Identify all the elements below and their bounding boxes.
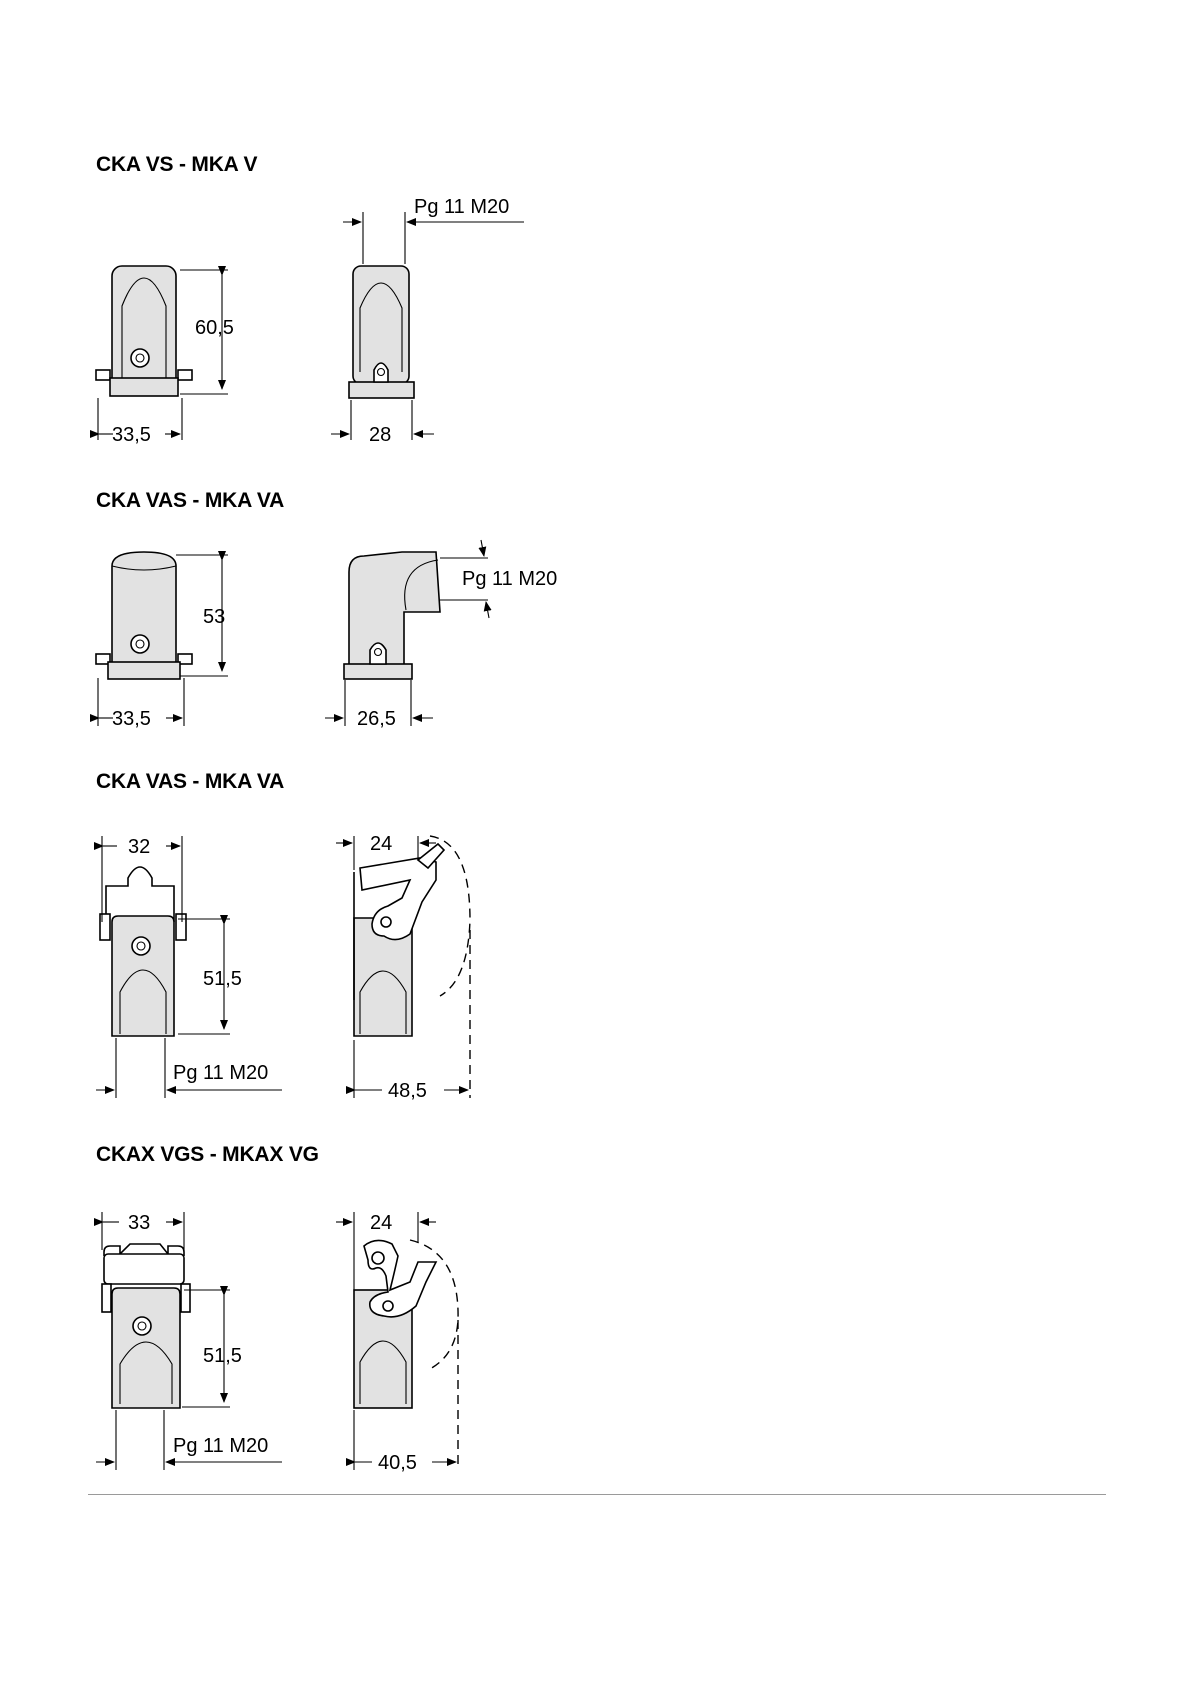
front-view-1 (96, 266, 192, 396)
section-title-4: CKAX VGS - MKAX VG (96, 1143, 319, 1166)
side-top-width-label-3: 24 (370, 833, 393, 855)
top-width-label-4: 33 (128, 1212, 151, 1234)
front-view-2 (96, 552, 192, 679)
side-top-width-label-4: 24 (370, 1212, 393, 1234)
section-title-1: CKA VS - MKA V (96, 153, 258, 176)
swing-label-4: 40,5 (378, 1452, 417, 1474)
drawing-section-4 (0, 1193, 1192, 1478)
entry-label-1: Pg 11 M20 (414, 196, 510, 218)
side-view-3 (354, 844, 444, 1036)
entry-label-4: Pg 11 M20 (173, 1435, 269, 1457)
side-view-2 (344, 552, 440, 679)
front-view-3 (100, 867, 186, 1036)
height-label-3: 51,5 (203, 968, 242, 990)
width-label-1: 33,5 (112, 424, 151, 446)
height-label-2: 53 (203, 606, 226, 628)
dim-entry-1 (343, 212, 524, 264)
drawing-section-3 (0, 812, 1192, 1102)
side-view-1 (349, 266, 414, 398)
height-label-4: 51,5 (203, 1345, 242, 1367)
entry-label-3: Pg 11 M20 (173, 1062, 269, 1084)
drawing-section-1 (0, 195, 1192, 485)
section-title-2: CKA VAS - MKA VA (96, 489, 285, 512)
width-label-2: 33,5 (112, 708, 151, 730)
section-title-3: CKA VAS - MKA VA (96, 770, 285, 793)
front-view-4 (102, 1244, 190, 1408)
entry-label-2: Pg 11 M20 (462, 568, 558, 590)
horizontal-rule (88, 1494, 1106, 1495)
top-width-label-3: 32 (128, 836, 151, 858)
side-width-label-2: 26,5 (357, 708, 396, 730)
side-view-4 (354, 1240, 436, 1408)
side-width-label-1: 28 (369, 424, 392, 446)
height-label-1: 60,5 (195, 317, 234, 339)
swing-label-3: 48,5 (388, 1080, 427, 1102)
drawing-section-2 (0, 530, 1192, 730)
